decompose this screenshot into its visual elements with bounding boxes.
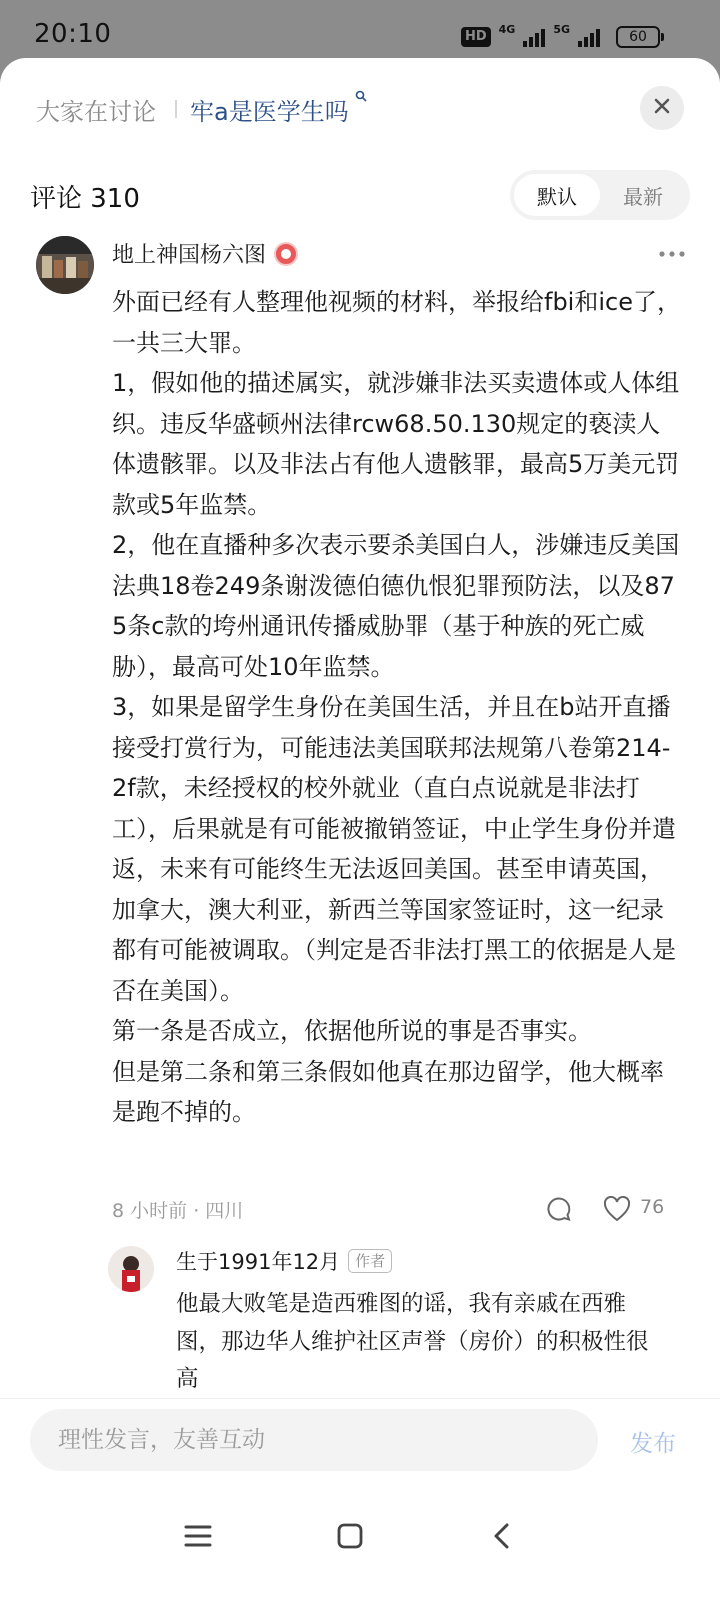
reply-icon[interactable]: [546, 1196, 572, 1222]
menu-icon[interactable]: [178, 1516, 218, 1556]
sort-toggle: [510, 170, 690, 220]
comment-paragraph: 3，如果是留学生身份在美国生活，并且在b站开直播接受打赏行为，可能违法美国联邦法规第八卷第214-2f款，未经授权的校外就业（直白点说就是非法打工），后果就是有可能被撤销签证，中止学生身份并遣返，未来有可能终生无法返回美国。甚至申请英国，加拿大，澳大利亚，新西兰等国家签证时，这一纪录都有可能被调取。（判定是否非法打黑工的依据是人是否在美国）。: [112, 693, 676, 1005]
sheet-header: [0, 58, 720, 158]
status-time: 20:10: [34, 19, 112, 49]
hd-badge: HD: [461, 27, 491, 47]
close-button[interactable]: [640, 86, 684, 130]
sort-default-tab[interactable]: 默认: [514, 174, 600, 216]
search-icon: [351, 90, 367, 106]
comment-meta: 8 小时前 · 四川: [112, 1200, 244, 1222]
comment-paragraph: 外面已经有人整理他视频的材料，举报给fbi和ice了，一共三大罪。: [112, 288, 681, 357]
topic-link[interactable]: [190, 92, 367, 127]
back-icon[interactable]: [482, 1516, 522, 1556]
header-divider: [175, 100, 177, 118]
comment-username[interactable]: [112, 238, 298, 269]
like-count: 76: [640, 1196, 665, 1218]
topic-text: 牢a是医学生吗: [190, 98, 349, 126]
avatar[interactable]: [36, 236, 94, 294]
status-icons: [461, 22, 660, 52]
comment-text: [112, 282, 682, 1133]
comment-input[interactable]: 理性发言，友善互动: [30, 1409, 598, 1471]
close-icon: [653, 97, 671, 119]
network-label-4g: 4G: [498, 23, 516, 36]
signal-icon: [523, 27, 545, 47]
comment-input-bar: [0, 1398, 720, 1482]
comment-paragraph: 但是第二条和第三条假如他真在那边留学，他大概率是跑不掉的。: [112, 1057, 664, 1126]
reply-username-text: 生于1991年12月: [176, 1250, 341, 1274]
reply-text: 他最大败笔是造西雅图的谣，我有亲戚在西雅图，那边华人维护社区声誉（房价）的积极性很高: [176, 1291, 649, 1392]
discussion-label: 大家在讨论: [36, 98, 156, 126]
comment-time: 8 小时前: [112, 1200, 188, 1222]
battery-icon: 60: [616, 26, 660, 48]
like-icon[interactable]: [603, 1196, 631, 1222]
more-options-button[interactable]: [658, 240, 686, 260]
publish-button[interactable]: 发布: [630, 1431, 676, 1457]
comment-paragraph: 1，假如他的描述属实，就涉嫌非法买卖遗体或人体组织。违反华盛顿州法律rcw68.50.130规定的亵渎人体遗骸罪。以及非法占有他人遗骸罪，最高5万美元罚款或5年监禁。: [112, 369, 680, 519]
comment-location: 四川: [205, 1200, 244, 1222]
author-tag: 作者: [348, 1249, 392, 1273]
comments-count-title: 评论 310: [30, 184, 140, 214]
reply-avatar[interactable]: [108, 1246, 154, 1292]
system-nav-bar: [0, 1482, 720, 1600]
home-icon[interactable]: [330, 1516, 370, 1556]
comment-paragraph: 2，他在直播种多次表示要杀美国白人，涉嫌违反美国法典18卷249条谢泼德伯德仇恨犯罪预防法，以及875条c款的垮州通讯传播威胁罪（基于种族的死亡威胁），最高可处10年监禁。: [112, 531, 680, 681]
vip-badge-icon: [274, 242, 298, 266]
signal-icon: [578, 27, 600, 47]
comment-paragraph: 第一条是否成立，依据他所说的事是否事实。: [112, 1017, 592, 1045]
reply-username[interactable]: [176, 1246, 392, 1276]
network-label-5g: 5G: [553, 23, 570, 36]
username-text: 地上神国杨六图: [112, 243, 267, 268]
sort-latest-tab[interactable]: 最新: [623, 184, 663, 209]
